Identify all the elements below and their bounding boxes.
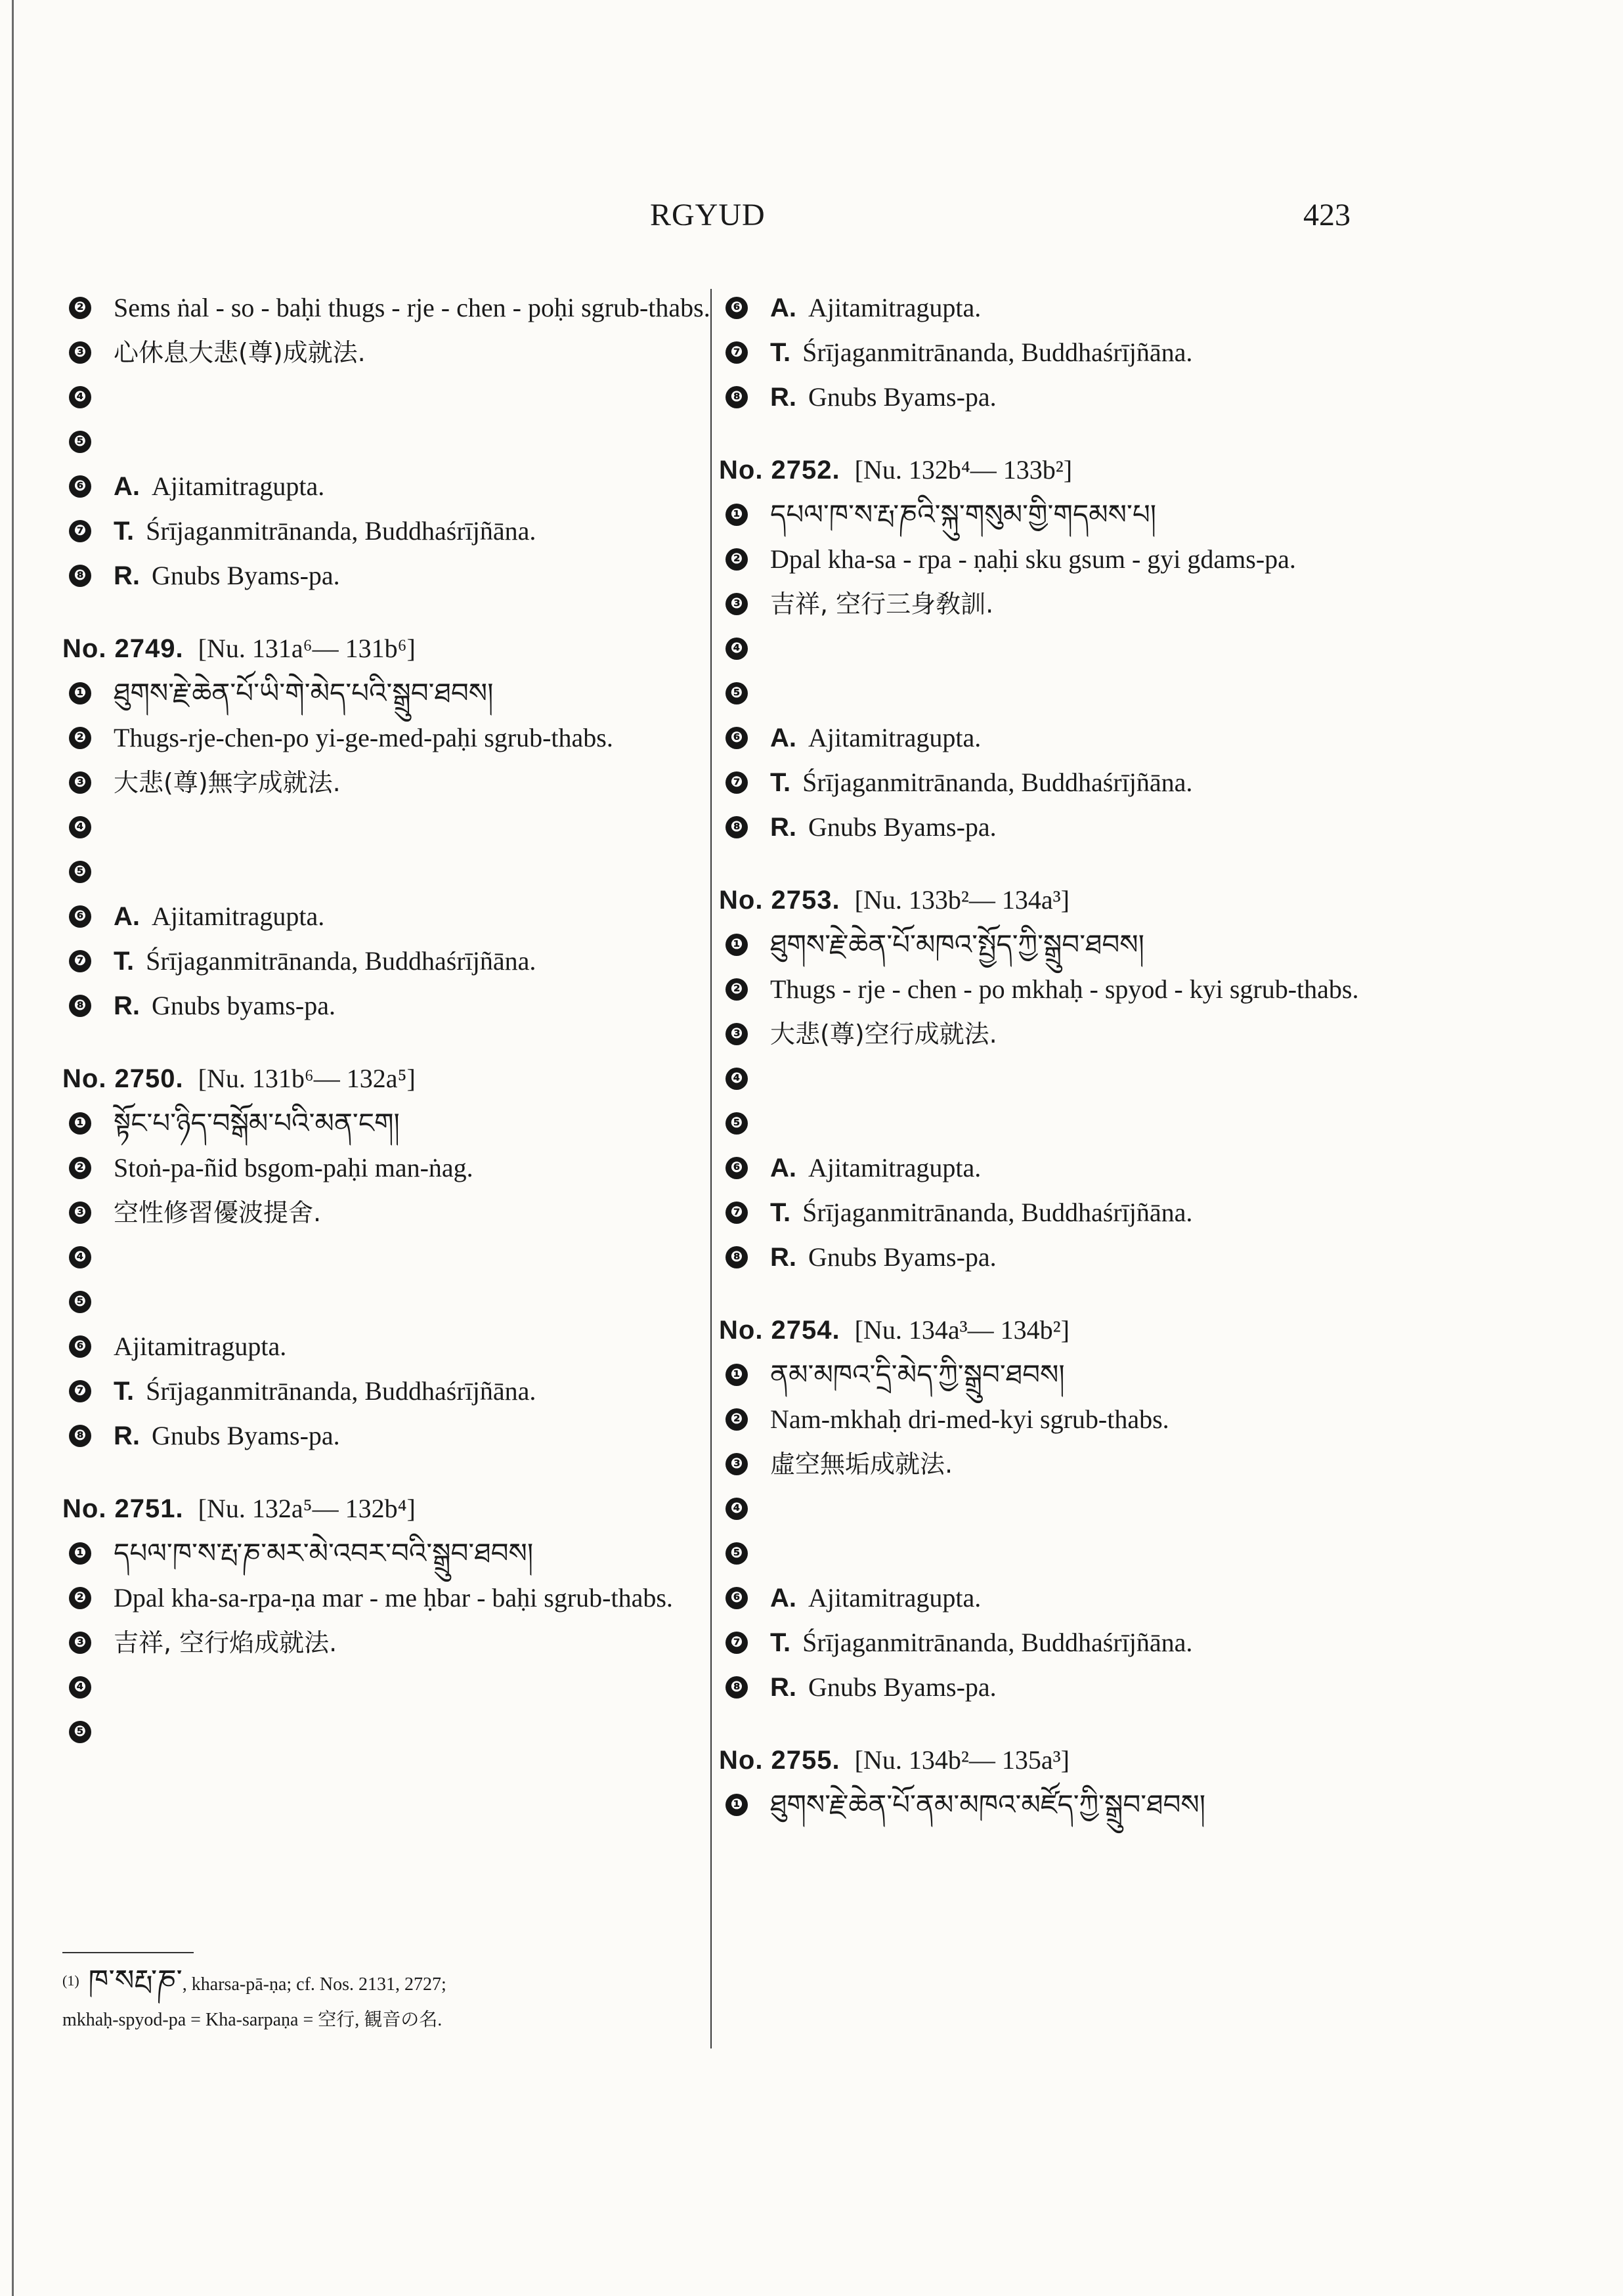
line-value: Śrījaganmitrānanda, Buddhaśrījñāna. xyxy=(146,1376,536,1406)
entry-line-text xyxy=(770,1668,1395,1706)
field-number-icon: ❽ xyxy=(725,1246,748,1268)
entry-line xyxy=(62,557,739,595)
field-number-icon: ❷ xyxy=(69,727,91,749)
entry-line xyxy=(719,630,1395,668)
entry-heading xyxy=(62,633,739,664)
entry-line xyxy=(719,1624,1395,1662)
role-label: A. xyxy=(770,1584,796,1613)
field-number-icon: ❽ xyxy=(725,386,748,408)
entry-line xyxy=(62,1149,739,1187)
field-number-icon: ❸ xyxy=(69,1202,91,1224)
entry-line xyxy=(719,1490,1395,1528)
entry-line-text xyxy=(114,1579,739,1617)
line-value: Gnubs Byams-pa. xyxy=(808,382,997,412)
entry-line xyxy=(719,719,1395,757)
field-number-icon: ❼ xyxy=(69,520,91,542)
entry-line xyxy=(719,1149,1395,1187)
page-header xyxy=(0,197,1623,249)
entry-number: No. 2751. xyxy=(62,1494,184,1523)
entry-line xyxy=(62,853,739,891)
entry-reference: [Nu. 134a³— 134b²] xyxy=(854,1315,1070,1345)
entry-line xyxy=(719,1194,1395,1232)
entry-line xyxy=(719,970,1395,1008)
entry-line xyxy=(62,1668,739,1706)
field-number-icon: ❶ xyxy=(69,1112,91,1135)
entry-reference: [Nu. 134b²— 135a³] xyxy=(854,1745,1070,1775)
line-value: Ajitamitragupta. xyxy=(808,293,982,322)
entry-line xyxy=(62,289,739,327)
field-number-icon: ❶ xyxy=(725,934,748,956)
field-number-icon: ❻ xyxy=(69,905,91,928)
role-label: A. xyxy=(770,293,796,322)
line-value: Dpal kha-sa-rpa-ṇa mar - me ḥbar - baḥi sgrub-thabs. xyxy=(114,1583,673,1613)
line-value: 吉祥, 空行三身敎訓. xyxy=(770,590,994,618)
entry-line xyxy=(62,1283,739,1321)
entry-line xyxy=(62,1713,739,1751)
role-label: T. xyxy=(114,947,135,976)
line-value: Gnubs Byams-pa. xyxy=(808,812,997,842)
field-number-icon: ❺ xyxy=(725,682,748,704)
entry-line-text xyxy=(770,808,1395,846)
entry-line xyxy=(62,1624,739,1662)
line-value: Thugs-rje-chen-po yi-ge-med-paḥi sgrub-thabs. xyxy=(114,723,613,752)
field-number-icon: ❻ xyxy=(69,475,91,498)
entry-reference: [Nu. 133b²— 134a³] xyxy=(854,885,1070,915)
line-value: Thugs - rje - chen - po mkhaḥ - spyod - kyi sgrub-thabs. xyxy=(770,974,1359,1004)
field-number-icon: ❽ xyxy=(69,995,91,1017)
entry-line xyxy=(62,1328,739,1366)
entry-line xyxy=(62,764,739,802)
field-number-icon: ❼ xyxy=(725,771,748,794)
line-value: དཔལ་ཁ་ས་རྤ་ཎ་མར་མེ་འབར་བའི་སྒྲུབ་ཐབས། xyxy=(114,1537,534,1569)
field-number-icon: ❶ xyxy=(725,504,748,526)
entry-line xyxy=(62,674,739,712)
line-value: 空性修習優波提舍. xyxy=(114,1198,322,1227)
entry-line-text xyxy=(114,1149,739,1187)
entry-line-text xyxy=(114,1328,739,1366)
field-number-icon: ❺ xyxy=(69,431,91,453)
entry-line-text xyxy=(770,1786,1395,1824)
entry-line xyxy=(62,1104,739,1142)
entry-heading xyxy=(719,454,1395,485)
line-value: 心休息大悲(尊)成就法. xyxy=(114,338,366,367)
entry-line xyxy=(62,1238,739,1276)
line-value: Śrījaganmitrānanda, Buddhaśrījñāna. xyxy=(802,768,1193,797)
line-value: Sems ṅal - so - baḥi thugs - rje - chen - poḥi sgrub-thabs. xyxy=(114,293,710,322)
entry-number: No. 2753. xyxy=(719,886,840,915)
field-number-icon: ❺ xyxy=(69,1721,91,1743)
entry-line xyxy=(62,512,739,550)
entry-line-text xyxy=(114,898,739,936)
entry-number: No. 2754. xyxy=(719,1316,840,1345)
entry-line-text xyxy=(114,557,739,595)
catalog-entry xyxy=(719,454,1395,846)
entry-line xyxy=(719,1579,1395,1617)
role-label: A. xyxy=(114,902,140,931)
entry-line-text xyxy=(770,378,1395,416)
line-value: 大悲(尊)無字成就法. xyxy=(114,768,341,797)
running-title: RGYUD xyxy=(650,198,766,232)
page-number: 423 xyxy=(1303,198,1351,232)
line-value: Gnubs Byams-pa. xyxy=(152,561,340,590)
entry-line-text xyxy=(770,764,1395,802)
catalog-entry xyxy=(719,884,1395,1276)
line-value: Gnubs byams-pa. xyxy=(152,991,335,1020)
entry-line xyxy=(719,289,1395,327)
catalog-entry xyxy=(719,1314,1395,1706)
entry-line xyxy=(719,540,1395,578)
entry-line xyxy=(62,1534,739,1572)
field-number-icon: ❼ xyxy=(69,950,91,972)
field-number-icon: ❼ xyxy=(725,1202,748,1224)
field-number-icon: ❹ xyxy=(725,638,748,660)
field-number-icon: ❹ xyxy=(69,386,91,408)
line-value: Dpal kha-sa - rpa - ṇaḥi sku gsum - gyi gdams-pa. xyxy=(770,544,1296,574)
entry-line xyxy=(62,808,739,846)
entry-line-text xyxy=(114,1417,739,1455)
entry-line-text xyxy=(114,719,739,757)
role-label: T. xyxy=(114,1377,135,1406)
field-number-icon: ❺ xyxy=(69,1291,91,1313)
field-number-icon: ❷ xyxy=(69,1157,91,1179)
role-label: A. xyxy=(114,472,140,501)
catalog-entry xyxy=(62,289,739,595)
line-value: 吉祥, 空行焰成就法. xyxy=(114,1628,337,1657)
entry-line-text xyxy=(770,719,1395,757)
entry-line-text xyxy=(114,467,739,506)
entry-line-text xyxy=(114,1624,739,1662)
entry-line-text xyxy=(770,1445,1395,1483)
field-number-icon: ❷ xyxy=(725,1408,748,1431)
line-value: Gnubs Byams-pa. xyxy=(808,1672,997,1702)
left-column xyxy=(62,289,739,1789)
entry-reference: [Nu. 132b⁴— 133b²] xyxy=(854,455,1073,485)
field-number-icon: ❸ xyxy=(725,593,748,615)
entry-line-text xyxy=(770,1015,1395,1053)
field-number-icon: ❶ xyxy=(69,1542,91,1565)
entry-line xyxy=(719,585,1395,623)
line-value: ཐུགས་རྗེ་ཆེན་པོ་མཁའ་སྤྱོད་ཀྱི་སྒྲུབ་ཐབས། xyxy=(770,928,1144,961)
entry-line xyxy=(719,926,1395,964)
entry-heading xyxy=(719,884,1395,915)
entry-line xyxy=(719,496,1395,534)
entry-line-text xyxy=(770,1579,1395,1617)
field-number-icon: ❺ xyxy=(725,1112,748,1135)
role-label: R. xyxy=(114,561,140,590)
field-number-icon: ❺ xyxy=(69,861,91,883)
line-value: Śrījaganmitrānanda, Buddhaśrījñāna. xyxy=(802,337,1193,367)
entry-number: No. 2749. xyxy=(62,634,184,663)
footnote-line-2: mkhaḥ-spyod-pa = Kha-sarpaṇa = 空行, 観音の名. xyxy=(62,2010,443,2030)
entry-line xyxy=(62,1194,739,1232)
line-value: Ajitamitragupta. xyxy=(808,1153,982,1182)
entry-line xyxy=(719,1060,1395,1098)
field-number-icon: ❸ xyxy=(725,1453,748,1475)
catalog-entry xyxy=(719,289,1395,416)
field-number-icon: ❶ xyxy=(69,682,91,704)
line-value: ཐུགས་རྗེ་ཆེན་པོ་ཡི་གེ་མེད་པའི་སྒྲུབ་ཐབས། xyxy=(114,677,494,709)
entry-line-text xyxy=(114,674,739,712)
entry-line-text xyxy=(770,1400,1395,1439)
line-value: Stoṅ-pa-ñid bsgom-paḥi man-ṅag. xyxy=(114,1153,473,1182)
role-label: R. xyxy=(114,1421,140,1450)
entry-line-text xyxy=(770,585,1395,623)
entry-line xyxy=(719,334,1395,372)
entry-line xyxy=(719,1534,1395,1572)
field-number-icon: ❷ xyxy=(69,1587,91,1609)
entry-line xyxy=(719,1668,1395,1706)
entry-line-text xyxy=(114,512,739,550)
catalog-entry xyxy=(62,633,739,1025)
line-value: ཐུགས་རྗེ་ཆེན་པོ་ནམ་མཁའ་མཛོད་ཀྱི་སྒྲུབ་ཐབས། xyxy=(770,1788,1206,1821)
entry-line xyxy=(62,719,739,757)
role-label: R. xyxy=(770,1673,796,1702)
field-number-icon: ❺ xyxy=(725,1542,748,1565)
entry-line-text xyxy=(114,1372,739,1410)
field-number-icon: ❻ xyxy=(725,727,748,749)
entry-line-text xyxy=(114,1104,739,1142)
field-number-icon: ❻ xyxy=(725,1587,748,1609)
entry-line-text xyxy=(114,1194,739,1232)
field-number-icon: ❻ xyxy=(69,1335,91,1358)
line-value: Śrījaganmitrānanda, Buddhaśrījñāna. xyxy=(146,516,536,546)
entry-number: No. 2752. xyxy=(719,456,840,485)
entry-line-text xyxy=(114,764,739,802)
entry-line-text xyxy=(770,926,1395,964)
entry-line xyxy=(62,942,739,980)
line-value: Nam-mkhaḥ dri-med-kyi sgrub-thabs. xyxy=(770,1404,1169,1434)
line-value: Ajitamitragupta. xyxy=(808,1583,982,1613)
field-number-icon: ❽ xyxy=(725,816,748,838)
entry-line xyxy=(719,808,1395,846)
role-label: A. xyxy=(770,1154,796,1182)
footnote-text-1: , kharsa-pā-ṇa; cf. Nos. 2131, 2727; xyxy=(182,1974,446,1995)
line-value: Gnubs Byams-pa. xyxy=(152,1421,340,1450)
line-value: 虛空無垢成就法. xyxy=(770,1450,953,1479)
entry-line xyxy=(62,423,739,461)
field-number-icon: ❹ xyxy=(69,1676,91,1699)
entry-line xyxy=(62,1579,739,1617)
field-number-icon: ❷ xyxy=(725,548,748,571)
entry-heading xyxy=(719,1314,1395,1345)
footnote-tibetan: ཁ་སརྤ་ཎ་ xyxy=(88,1964,183,1997)
role-label: T. xyxy=(114,517,135,546)
role-label: R. xyxy=(114,991,140,1020)
field-number-icon: ❸ xyxy=(69,1632,91,1654)
entry-line-text xyxy=(114,334,739,372)
entry-line-text xyxy=(770,496,1395,534)
entry-line-text xyxy=(770,1624,1395,1662)
entry-reference: [Nu. 132a⁵— 132b⁴] xyxy=(198,1494,416,1523)
field-number-icon: ❽ xyxy=(69,1425,91,1447)
entry-line-text xyxy=(770,540,1395,578)
scan-edge-line xyxy=(12,0,14,2296)
entry-line xyxy=(719,764,1395,802)
line-value: Gnubs Byams-pa. xyxy=(808,1242,997,1272)
field-number-icon: ❽ xyxy=(725,1676,748,1699)
role-label: T. xyxy=(770,338,791,367)
entry-line-text xyxy=(114,289,739,327)
role-label: T. xyxy=(770,1628,791,1657)
line-value: སྟོང་པ་ཉིད་བསྒོམ་པའི་མན་ངག། xyxy=(114,1107,400,1139)
entry-line xyxy=(62,467,739,506)
entry-number: No. 2755. xyxy=(719,1746,840,1775)
entry-line-text xyxy=(770,970,1395,1008)
field-number-icon: ❻ xyxy=(725,1157,748,1179)
entry-line xyxy=(62,334,739,372)
field-number-icon: ❻ xyxy=(725,297,748,319)
line-value: Śrījaganmitrānanda, Buddhaśrījñāna. xyxy=(802,1628,1193,1657)
entry-line xyxy=(719,1104,1395,1142)
role-label: A. xyxy=(770,724,796,752)
line-value: Śrījaganmitrānanda, Buddhaśrījñāna. xyxy=(146,946,536,976)
entry-reference: [Nu. 131a⁶— 131b⁶] xyxy=(198,634,416,663)
line-value: 大悲(尊)空行成就法. xyxy=(770,1020,997,1049)
entry-line-text xyxy=(770,1149,1395,1187)
footnote-rule xyxy=(62,1952,194,1953)
line-value: ནམ་མཁའ་དྲི་མེད་ཀྱི་སྒྲུབ་ཐབས། xyxy=(770,1358,1065,1391)
line-value: Ajitamitragupta. xyxy=(808,723,982,752)
entry-line xyxy=(719,378,1395,416)
entry-line-text xyxy=(770,1238,1395,1276)
catalog-entry xyxy=(62,1493,739,1751)
field-number-icon: ❼ xyxy=(725,341,748,364)
field-number-icon: ❽ xyxy=(69,565,91,587)
role-label: T. xyxy=(770,768,791,797)
footnote-mark: (1) xyxy=(62,1972,79,1989)
catalog-entry xyxy=(62,1063,739,1455)
entry-line-text xyxy=(770,334,1395,372)
right-column xyxy=(719,289,1395,1862)
entry-line-text xyxy=(114,1534,739,1572)
field-number-icon: ❷ xyxy=(725,978,748,1001)
field-number-icon: ❸ xyxy=(69,341,91,364)
line-value: Ajitamitragupta. xyxy=(114,1332,287,1361)
entry-line-text xyxy=(770,1356,1395,1394)
line-value: Śrījaganmitrānanda, Buddhaśrījñāna. xyxy=(802,1198,1193,1227)
line-value: Ajitamitragupta. xyxy=(152,471,325,501)
column-divider xyxy=(710,289,712,2048)
field-number-icon: ❹ xyxy=(69,1246,91,1268)
field-number-icon: ❶ xyxy=(725,1794,748,1816)
role-label: R. xyxy=(770,1243,796,1272)
entry-heading xyxy=(62,1063,739,1094)
entry-line xyxy=(62,378,739,416)
entry-line xyxy=(719,1400,1395,1439)
field-number-icon: ❹ xyxy=(69,816,91,838)
field-number-icon: ❼ xyxy=(725,1632,748,1654)
entry-line xyxy=(719,1356,1395,1394)
field-number-icon: ❶ xyxy=(725,1364,748,1386)
entry-heading xyxy=(719,1744,1395,1775)
entry-line xyxy=(719,1015,1395,1053)
entry-line xyxy=(62,1372,739,1410)
entry-line-text xyxy=(770,1194,1395,1232)
entry-line-text xyxy=(114,942,739,980)
entry-line-text xyxy=(770,289,1395,327)
field-number-icon: ❸ xyxy=(725,1023,748,1045)
line-value: དཔལ་ཁ་ས་རྤ་ཎའི་སྐུ་གསུམ་གྱི་གདམས་པ། xyxy=(770,498,1157,531)
field-number-icon: ❼ xyxy=(69,1380,91,1402)
entry-line xyxy=(62,898,739,936)
role-label: R. xyxy=(770,813,796,842)
catalog-entry xyxy=(719,1744,1395,1824)
footnote-line-1 xyxy=(62,1963,706,2003)
entry-line-text xyxy=(114,987,739,1025)
entry-line xyxy=(62,987,739,1025)
line-value: Ajitamitragupta. xyxy=(152,901,325,931)
entry-line xyxy=(62,1417,739,1455)
footnote xyxy=(62,1963,706,2038)
entry-line xyxy=(719,1445,1395,1483)
role-label: R. xyxy=(770,383,796,412)
field-number-icon: ❸ xyxy=(69,771,91,794)
entry-number: No. 2750. xyxy=(62,1064,184,1093)
field-number-icon: ❹ xyxy=(725,1498,748,1520)
role-label: T. xyxy=(770,1198,791,1227)
field-number-icon: ❹ xyxy=(725,1068,748,1090)
entry-line xyxy=(719,1786,1395,1824)
entry-heading xyxy=(62,1493,739,1524)
entry-line xyxy=(719,674,1395,712)
entry-line xyxy=(719,1238,1395,1276)
entry-reference: [Nu. 131b⁶— 132a⁵] xyxy=(198,1064,416,1093)
field-number-icon: ❷ xyxy=(69,297,91,319)
